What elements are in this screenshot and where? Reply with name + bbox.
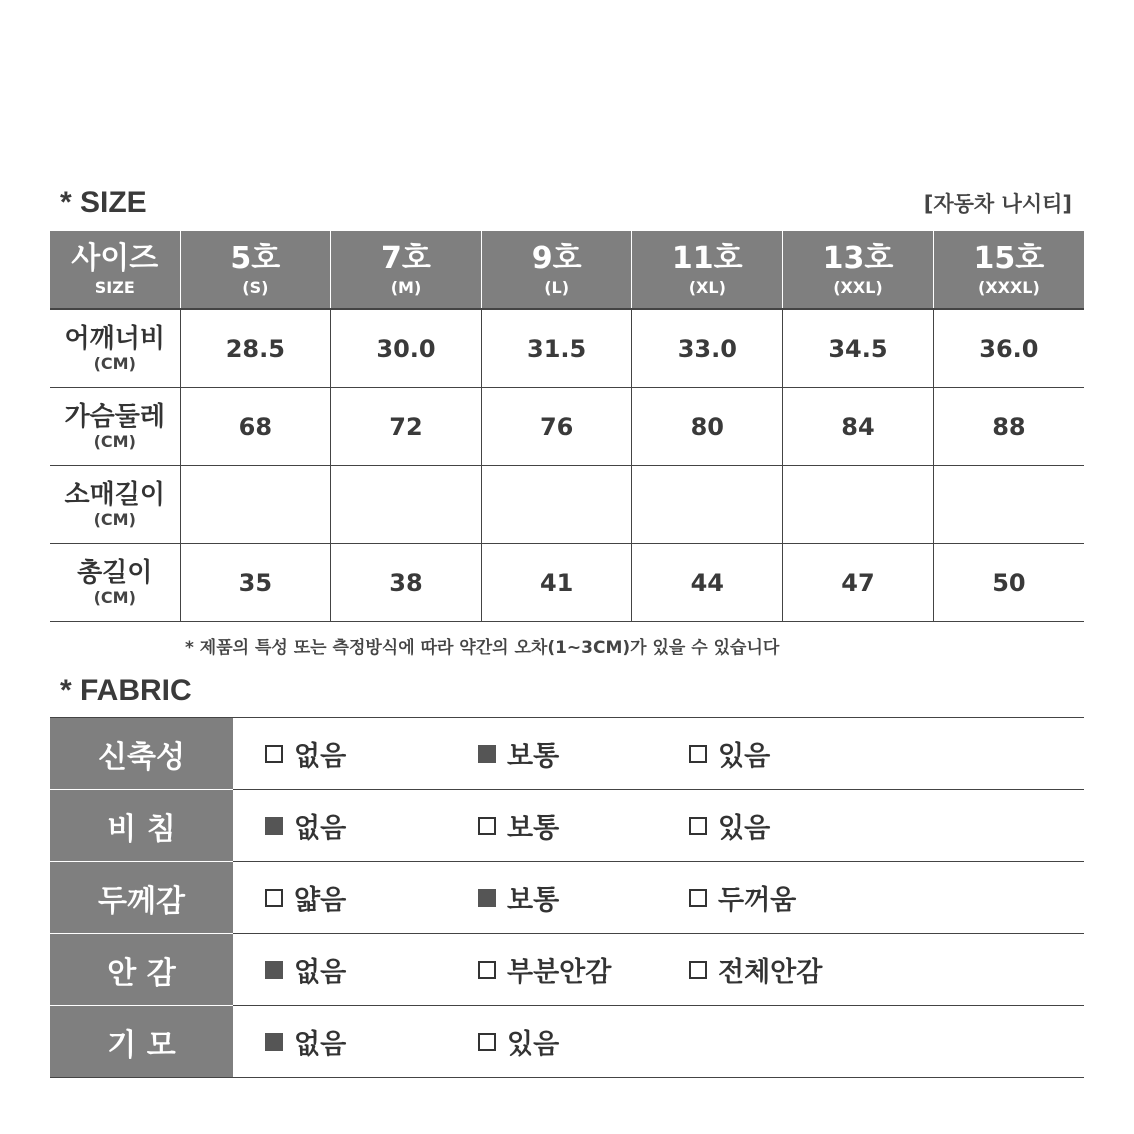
fabric-option-label: 보통 (507, 813, 560, 844)
measurement-name: 가슴둘레 (64, 401, 165, 432)
checkbox-checked-icon (265, 961, 283, 979)
size-name: 15호 (973, 240, 1045, 276)
fabric-options (233, 862, 1084, 934)
size-header-cell (632, 231, 783, 309)
fabric-option-label: 얇음 (294, 885, 347, 916)
size-name: 11호 (671, 240, 743, 276)
size-label-main: 사이즈 (71, 240, 159, 276)
checkbox-checked-icon (265, 817, 283, 835)
measurement-value (933, 466, 1084, 544)
fabric-option[interactable] (265, 718, 346, 789)
size-code: (L) (544, 277, 570, 297)
measurement-label (50, 544, 180, 622)
checkbox-icon (689, 961, 707, 979)
size-name: 9호 (531, 240, 582, 276)
measurement-note: * 제품의 특성 또는 측정방식에 따라 약간의 오차(1~3CM)가 있을 수 있습니다 (185, 638, 780, 658)
fabric-row (50, 790, 1084, 862)
fabric-option-label: 있음 (718, 741, 771, 772)
measurement-value: 41 (481, 544, 632, 622)
measurement-row (50, 544, 1084, 622)
fabric-table (50, 717, 1084, 1078)
fabric-option[interactable] (265, 1006, 346, 1077)
fabric-option-label: 있음 (718, 813, 771, 844)
size-name: 5호 (230, 240, 281, 276)
fabric-option[interactable] (265, 790, 346, 861)
measurement-unit: (CM) (93, 509, 136, 529)
measurement-name: 총길이 (77, 557, 153, 588)
fabric-attribute-label: 안 감 (50, 934, 233, 1006)
measurement-unit: (CM) (93, 587, 136, 607)
fabric-option-label: 부분안감 (507, 957, 612, 988)
measurement-label (50, 466, 180, 544)
measurement-value (331, 466, 482, 544)
checkbox-icon (689, 745, 707, 763)
measurement-label (50, 388, 180, 466)
measurement-value (481, 466, 632, 544)
measurement-value: 76 (481, 388, 632, 466)
fabric-option[interactable] (689, 934, 822, 1005)
fabric-option[interactable] (478, 934, 611, 1005)
measurement-value (180, 466, 331, 544)
measurement-row (50, 309, 1084, 388)
size-header-label (50, 231, 180, 309)
fabric-row (50, 1006, 1084, 1078)
measurement-value: 30.0 (331, 309, 482, 388)
fabric-option[interactable] (265, 862, 346, 933)
fabric-option[interactable] (265, 934, 346, 1005)
measurement-row (50, 388, 1084, 466)
measurement-value: 36.0 (933, 309, 1084, 388)
measurement-value: 88 (933, 388, 1084, 466)
measurement-value: 80 (632, 388, 783, 466)
fabric-options (233, 1006, 1084, 1078)
fabric-option-label: 있음 (507, 1029, 560, 1060)
checkbox-icon (689, 889, 707, 907)
size-table (50, 231, 1084, 622)
measurement-value: 50 (933, 544, 1084, 622)
fabric-attribute-label: 두께감 (50, 862, 233, 934)
size-name: 7호 (381, 240, 431, 276)
checkbox-checked-icon (478, 889, 496, 907)
fabric-option-label: 없음 (294, 1029, 347, 1060)
size-code: (XL) (688, 277, 726, 297)
fabric-option[interactable] (478, 862, 559, 933)
measurement-value: 28.5 (180, 309, 331, 388)
fabric-option-label: 없음 (294, 741, 347, 772)
size-code: (M) (390, 277, 422, 297)
size-header-cell (331, 231, 482, 309)
fabric-options (233, 790, 1084, 862)
checkbox-checked-icon (478, 745, 496, 763)
size-header-row (50, 231, 1084, 309)
measurement-value: 47 (783, 544, 934, 622)
fabric-option-label: 없음 (294, 957, 347, 988)
size-section-title: * SIZE (60, 186, 147, 219)
fabric-row (50, 718, 1084, 790)
size-header-cell (783, 231, 934, 309)
measurement-row (50, 466, 1084, 544)
fabric-option[interactable] (689, 862, 796, 933)
measurement-value: 44 (632, 544, 783, 622)
fabric-option[interactable] (689, 718, 770, 789)
measurement-value: 72 (331, 388, 482, 466)
measurement-name: 어깨너비 (64, 323, 165, 354)
size-label-sub: SIZE (94, 277, 135, 297)
fabric-option-label: 전체안감 (718, 957, 823, 988)
checkbox-icon (265, 889, 283, 907)
size-code: (XXXL) (977, 277, 1040, 297)
checkbox-checked-icon (265, 1033, 283, 1051)
fabric-option[interactable] (689, 790, 770, 861)
fabric-attribute-label: 신축성 (50, 718, 233, 790)
product-name: [자동차 나시티] (923, 192, 1072, 216)
fabric-option[interactable] (478, 1006, 559, 1077)
size-header-cell (933, 231, 1084, 309)
measurement-value (783, 466, 934, 544)
fabric-section-title: * FABRIC (60, 674, 192, 707)
size-header-cell (481, 231, 632, 309)
measurement-value: 68 (180, 388, 331, 466)
measurement-name: 소매길이 (64, 479, 165, 510)
measurement-value: 35 (180, 544, 331, 622)
size-code: (S) (242, 277, 269, 297)
size-code: (XXL) (833, 277, 883, 297)
checkbox-icon (478, 1033, 496, 1051)
fabric-attribute-label: 비 침 (50, 790, 233, 862)
measurement-value (632, 466, 783, 544)
fabric-option[interactable] (478, 790, 559, 861)
checkbox-icon (478, 817, 496, 835)
measurement-unit: (CM) (93, 431, 136, 451)
size-header-cell (180, 231, 331, 309)
checkbox-icon (265, 745, 283, 763)
measurement-value: 34.5 (783, 309, 934, 388)
fabric-options (233, 934, 1084, 1006)
size-name: 13호 (822, 240, 894, 276)
fabric-row (50, 934, 1084, 1006)
fabric-option-label: 두꺼움 (718, 885, 797, 916)
measurement-value: 84 (783, 388, 934, 466)
fabric-attribute-label: 기 모 (50, 1006, 233, 1078)
checkbox-icon (478, 961, 496, 979)
fabric-option-label: 보통 (507, 741, 560, 772)
checkbox-icon (689, 817, 707, 835)
fabric-options (233, 718, 1084, 790)
measurement-value: 38 (331, 544, 482, 622)
measurement-label (50, 309, 180, 388)
measurement-value: 31.5 (481, 309, 632, 388)
fabric-option[interactable] (478, 718, 559, 789)
fabric-option-label: 없음 (294, 813, 347, 844)
measurement-value: 33.0 (632, 309, 783, 388)
fabric-row (50, 862, 1084, 934)
measurement-unit: (CM) (93, 353, 136, 373)
fabric-option-label: 보통 (507, 885, 560, 916)
